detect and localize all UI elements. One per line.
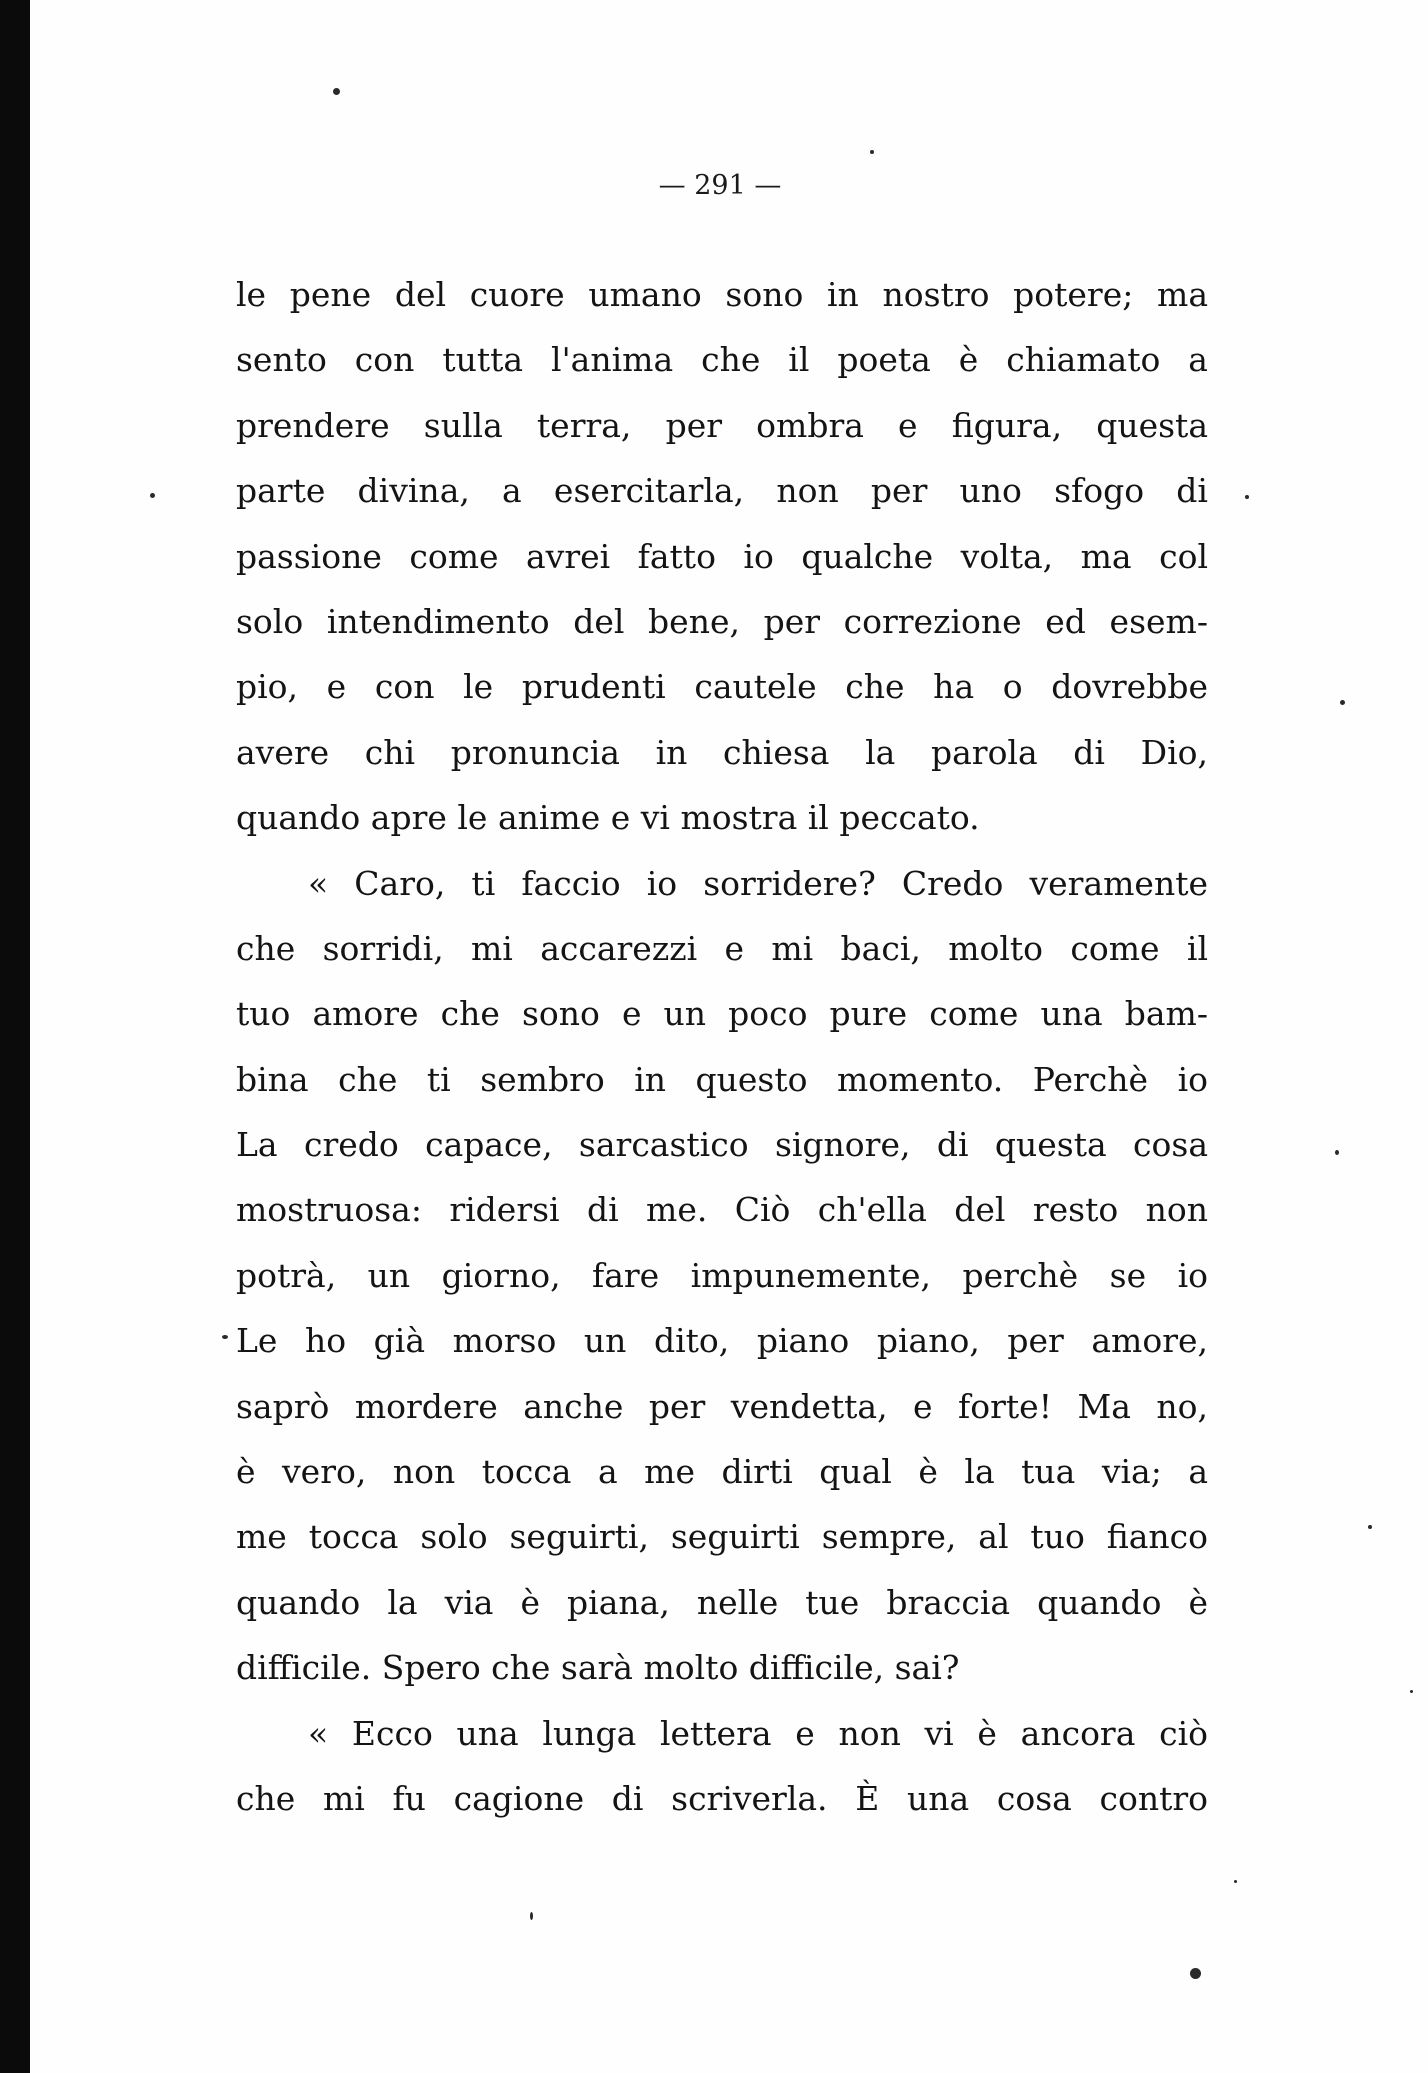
text-line: quando apre le anime e vi mostra il peccato. (236, 798, 980, 838)
scan-speck (1245, 495, 1249, 499)
scan-speck (150, 493, 155, 498)
scan-speck (333, 88, 340, 95)
text-line: difficile. Spero che sarà molto difficile, sai? (236, 1648, 960, 1688)
scan-speck (1340, 700, 1345, 705)
text-line: Le ho già morso un dito, piano piano, per amore, (236, 1321, 1208, 1361)
text-line: passione come avrei fatto io qualche volta, ma col (236, 536, 1208, 576)
text-line: che sorridi, mi accarezzi e mi baci, molto come il (236, 928, 1208, 968)
scan-speck (1410, 1690, 1413, 1693)
text-line: prendere sulla terra, per ombra e figura, questa (236, 405, 1208, 445)
text-line: quando la via è piana, nelle tue braccia quando è (236, 1582, 1208, 1622)
text-line: saprò mordere anche per vendetta, e forte! Ma no, (236, 1386, 1208, 1426)
text-line: parte divina, a esercitarla, non per uno sfogo di (236, 471, 1208, 511)
body-text (236, 262, 1208, 1831)
text-line: è vero, non tocca a me dirti qual è la tua via; a (236, 1452, 1208, 1492)
scan-speck (870, 150, 874, 154)
text-line: potrà, un giorno, fare impunemente, perchè se io (236, 1255, 1208, 1295)
text-line: che mi fu cagione di scriverla. È una cosa contro (236, 1778, 1208, 1818)
scan-speck (1368, 1525, 1372, 1529)
text-line: « Ecco una lunga lettera e non vi è ancora ciò (308, 1713, 1208, 1753)
text-line: tuo amore che sono e un poco pure come una bam- (236, 994, 1208, 1034)
scan-speck (1335, 1150, 1339, 1155)
scan-speck (222, 1335, 228, 1339)
text-line: avere chi pronuncia in chiesa la parola di Dio, (236, 732, 1208, 772)
scan-speck (1190, 1968, 1201, 1979)
scan-speck (530, 1912, 533, 1920)
text-line: sento con tutta l'anima che il poeta è chiamato a (236, 340, 1208, 380)
text-line: le pene del cuore umano sono in nostro potere; ma (236, 275, 1208, 314)
text-line: solo intendimento del bene, per correzione ed esem- (236, 601, 1208, 641)
text-line: me tocca solo seguirti, seguirti sempre, al tuo fianco (236, 1517, 1208, 1557)
text-line: pio, e con le prudenti cautele che ha o dovrebbe (236, 667, 1208, 707)
text-line: mostruosa: ridersi di me. Ciò ch'ella del resto non (236, 1190, 1208, 1230)
text-line: La credo capace, sarcastico signore, di questa cosa (236, 1125, 1208, 1165)
page-number: — 291 — (658, 170, 782, 201)
binding-edge (0, 0, 30, 2073)
scan-speck (1234, 1880, 1237, 1883)
text-line: bina che ti sembro in questo momento. Perchè io (236, 1059, 1208, 1099)
text-line: « Caro, ti faccio io sorridere? Credo veramente (308, 863, 1208, 903)
